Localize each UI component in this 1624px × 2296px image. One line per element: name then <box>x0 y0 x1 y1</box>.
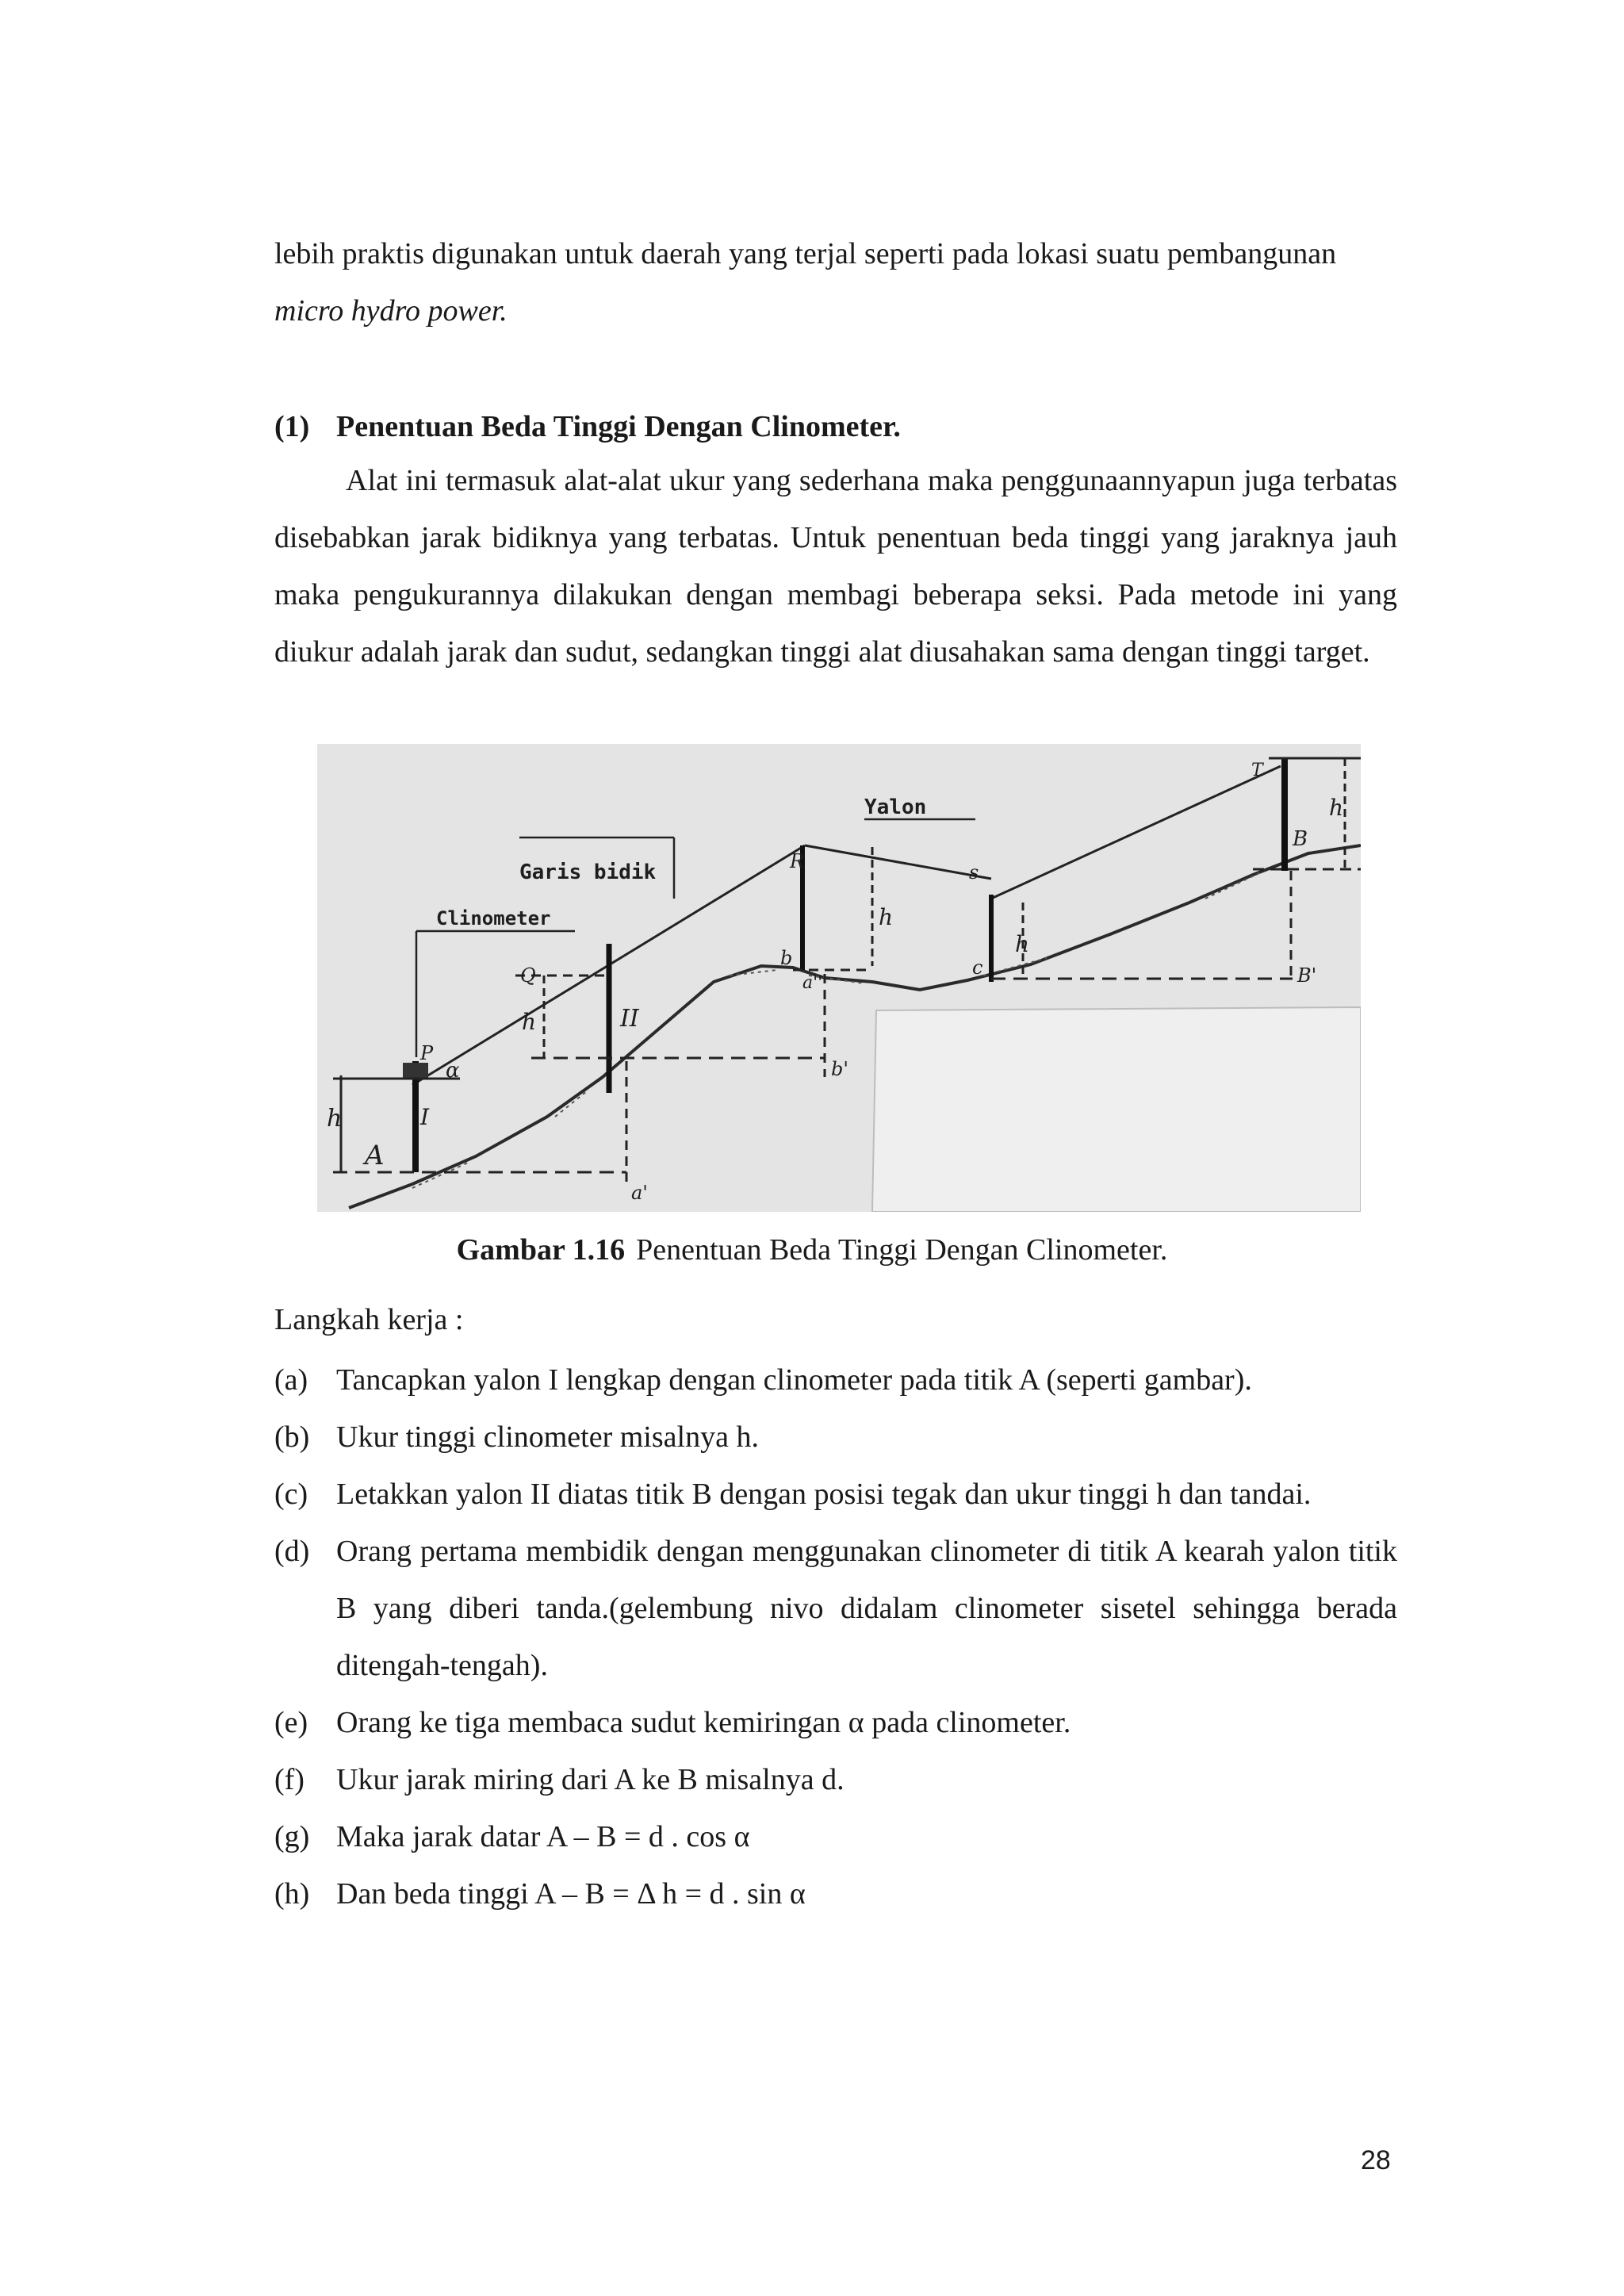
label-R: R <box>790 850 805 872</box>
label-clinometer: Clinometer <box>436 907 551 930</box>
steps-title: Langkah kerja : <box>274 1303 464 1336</box>
step-label: (b) <box>274 1420 310 1454</box>
intro-line-2-italic: micro hydro power. <box>274 294 508 328</box>
paper-overlay <box>872 1007 1361 1212</box>
clinometer-device <box>403 1063 428 1079</box>
label-alpha: α <box>446 1059 460 1083</box>
label-roman-I: I <box>420 1104 430 1130</box>
page-number: 28 <box>1361 2145 1391 2175</box>
step-label: (e) <box>274 1706 308 1739</box>
sight-line-2 <box>805 845 991 879</box>
section-heading <box>274 403 901 450</box>
label-b-prime: b' <box>831 1058 848 1080</box>
figure-caption <box>0 1226 1624 1274</box>
list-item <box>274 1694 1397 1751</box>
label-roman-II: II <box>620 1005 639 1033</box>
step-text: Ukur jarak miring dari A ke B misalnya d. <box>336 1763 845 1796</box>
label-B-prime: B' <box>1297 964 1317 987</box>
label-P: P <box>420 1042 434 1064</box>
list-item <box>274 1865 1397 1922</box>
label-h-a: h <box>522 1009 537 1035</box>
steps-list <box>274 1351 1397 1922</box>
section-paragraph: Alat ini termasuk alat-alat ukur yang sederhana maka penggunaannyapun juga terbatas disebabkan jarak bidiknya yang terbatas. Untuk penentuan beda tinggi yang jaraknya jauh maka pengukurannya dilakukan dengan membagi beberapa seksi. Pada metode ini yang diukur adalah jarak dan sudut, sedangkan tinggi alat diusahakan sama dengan tinggi target. <box>274 464 1397 669</box>
list-item <box>274 1523 1397 1694</box>
step-label: (g) <box>274 1820 310 1853</box>
list-item <box>274 1808 1397 1865</box>
step-text: Orang pertama membidik dengan menggunakan clinometer di titik A kearah yalon titik B yang diberi tanda.(gelembung nivo didalam clinometer sisetel sehingga berada ditengah-tengah). <box>336 1535 1397 1682</box>
label-garis-bidik: Garis bidik <box>519 861 657 884</box>
step-text: Ukur tinggi clinometer misalnya h. <box>336 1420 759 1454</box>
step-text: Dan beda tinggi A – B = Δ h = d . sin α <box>336 1877 806 1911</box>
label-h-b: h <box>879 904 894 930</box>
step-text: Tancapkan yalon I lengkap dengan clinometer pada titik A (seperti gambar). <box>336 1363 1252 1397</box>
list-item <box>274 1751 1397 1808</box>
intro-paragraph <box>274 225 1397 339</box>
step-text: Maka jarak datar A – B = d . cos α <box>336 1820 750 1853</box>
clinometer-diagram-svg <box>317 744 1361 1212</box>
label-s: s <box>969 861 979 884</box>
list-item <box>274 1466 1397 1523</box>
label-B: B <box>1293 827 1308 851</box>
figure-clinometer-diagram <box>317 744 1361 1212</box>
label-b: b <box>780 947 793 969</box>
list-item <box>274 1351 1397 1409</box>
step-label: (c) <box>274 1478 308 1511</box>
intro-line-1: lebih praktis digunakan untuk daerah yang terjal seperti pada lokasi suatu pembangunan <box>274 237 1337 270</box>
step-text: Orang ke tiga membaca sudut kemiringan α pada clinometer. <box>336 1706 1071 1739</box>
step-label: (f) <box>274 1763 304 1796</box>
step-label: (a) <box>274 1363 308 1397</box>
caption-label: Gambar 1.16 <box>456 1233 626 1267</box>
label-h-A: h <box>327 1105 343 1133</box>
caption-text: Penentuan Beda Tinggi Dengan Clinometer. <box>636 1233 1168 1267</box>
label-a-prime: a' <box>631 1182 648 1204</box>
section-title: Penentuan Beda Tinggi Dengan Clinometer. <box>336 410 901 443</box>
label-c: c <box>972 956 983 979</box>
label-yalon: Yalon <box>864 795 927 819</box>
label-A: A <box>365 1140 385 1171</box>
section-number: (1) <box>274 410 310 443</box>
label-T: T <box>1251 761 1263 780</box>
label-a-double-prime: a'' <box>802 973 823 993</box>
step-text: Letakkan yalon II diatas titik B dengan posisi tegak dan ukur tinggi h dan tandai. <box>336 1478 1312 1511</box>
step-label: (d) <box>274 1535 310 1568</box>
list-item <box>274 1409 1397 1466</box>
step-label: (h) <box>274 1877 310 1911</box>
label-h-c: h <box>1015 931 1030 957</box>
label-Q: Q <box>520 964 536 987</box>
sight-line-3 <box>991 766 1281 899</box>
label-h-B: h <box>1329 795 1344 821</box>
